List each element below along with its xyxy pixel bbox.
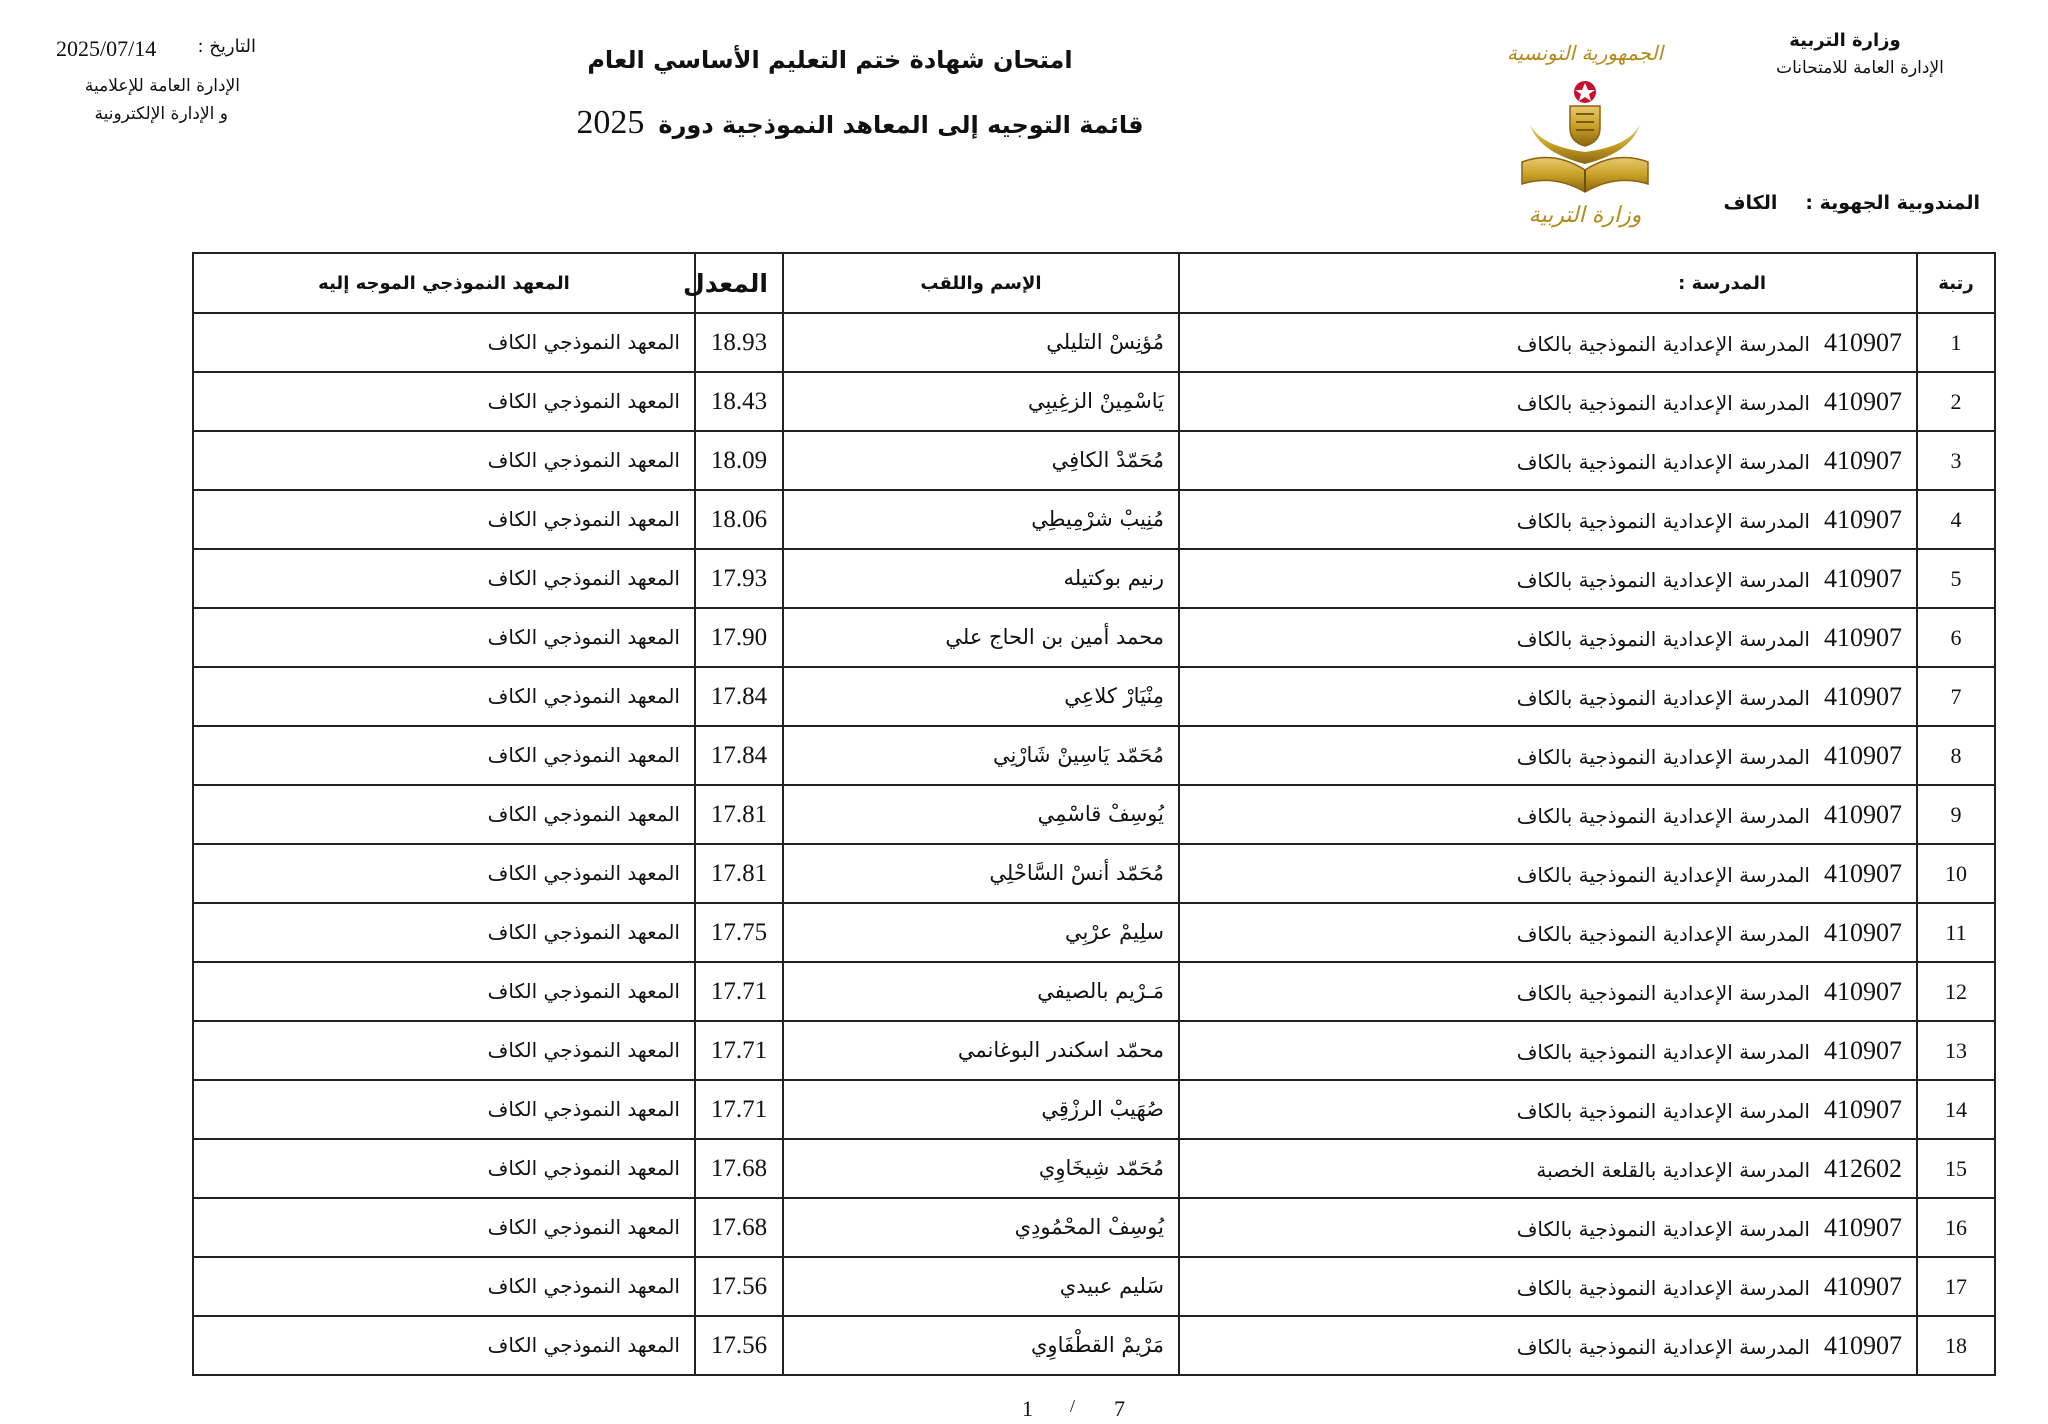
date-label: التاريخ : [197, 36, 256, 57]
school-code: 410907 [1824, 740, 1902, 770]
school-code: 410907 [1824, 445, 1902, 475]
institute-name: المعهد النموذجي الكاف [487, 684, 680, 708]
institute-cell [193, 962, 695, 1021]
exams-department: الإدارة العامة للامتحانات [1776, 58, 1944, 78]
average-cell: 17.71 [695, 1021, 783, 1080]
student-name-cell [783, 1021, 1179, 1080]
school-code: 412602 [1824, 1153, 1902, 1183]
header-rank: رتبة [1917, 253, 1995, 313]
student-name: رنيم بوكتيله [1063, 566, 1164, 590]
school-code: 410907 [1824, 976, 1902, 1006]
table-row [193, 1139, 1995, 1198]
institute-cell [193, 372, 695, 431]
school-name: المدرسة الإعدادية النموذجية بالكاف [1516, 331, 1810, 356]
student-name-cell [783, 844, 1179, 903]
table-row [193, 490, 1995, 549]
student-name: محمد أمين بن الحاج علي [945, 625, 1164, 649]
school-code: 410907 [1824, 1212, 1902, 1242]
school-cell [1179, 844, 1917, 903]
table-row [193, 726, 1995, 785]
school-cell [1179, 1139, 1917, 1198]
institute-cell [193, 608, 695, 667]
institute-cell [193, 785, 695, 844]
institute-cell [193, 313, 695, 372]
student-name: مَـرْيم بالصيفي [1037, 979, 1164, 1003]
table-row [193, 1021, 1995, 1080]
rank-cell: 11 [1917, 903, 1995, 962]
school-cell [1179, 962, 1917, 1021]
average-cell: 17.81 [695, 844, 783, 903]
average-cell: 17.56 [695, 1316, 783, 1375]
student-name-cell [783, 490, 1179, 549]
rank-cell: 3 [1917, 431, 1995, 490]
table-row [193, 549, 1995, 608]
student-name: مُؤنِسْ التليلي [1046, 330, 1164, 354]
crest-shield [1570, 106, 1600, 146]
average-cell: 18.06 [695, 490, 783, 549]
school-name: المدرسة الإعدادية النموذجية بالكاف [1516, 508, 1810, 533]
student-name-cell [783, 1080, 1179, 1139]
page-indicator [1000, 1396, 1160, 1422]
table-header-row [193, 253, 1995, 313]
school-code: 410907 [1824, 1035, 1902, 1065]
rank-cell: 17 [1917, 1257, 1995, 1316]
institute-cell [193, 490, 695, 549]
student-name: مِنْيَارْ كلاعِي [1064, 684, 1164, 708]
institute-name: المعهد النموذجي الكاف [487, 743, 680, 767]
document-date [56, 36, 256, 66]
institute-name: المعهد النموذجي الكاف [487, 1097, 680, 1121]
rank-cell: 14 [1917, 1080, 1995, 1139]
school-cell [1179, 313, 1917, 372]
institute-name: المعهد النموذجي الكاف [487, 1215, 680, 1239]
table-row [193, 313, 1995, 372]
institute-name: المعهد النموذجي الكاف [487, 389, 680, 413]
student-name: يُوسِفْ قاسْمِي [1037, 802, 1164, 826]
it-department-label: الإدارة العامة للإعلامية [84, 76, 240, 96]
student-name-cell [783, 313, 1179, 372]
average-cell: 17.84 [695, 667, 783, 726]
average-cell: 17.75 [695, 903, 783, 962]
student-name: مُحَمّد أنسْ السَّاحْلِي [989, 861, 1164, 885]
student-name: محمّد اسكندر البوغانمي [957, 1038, 1164, 1062]
student-name: مُحَمّد شِيخَاوِي [1038, 1156, 1164, 1180]
school-name: المدرسة الإعدادية النموذجية بالكاف [1516, 1216, 1810, 1241]
table-row [193, 962, 1995, 1021]
rank-cell: 18 [1917, 1316, 1995, 1375]
institute-name: المعهد النموذجي الكاف [487, 448, 680, 472]
school-cell [1179, 785, 1917, 844]
school-name: المدرسة الإعدادية النموذجية بالكاف [1516, 685, 1810, 710]
school-name: المدرسة الإعدادية النموذجية بالكاف [1516, 1039, 1810, 1064]
school-code: 410907 [1824, 386, 1902, 416]
page-separator: / [1070, 1396, 1076, 1416]
student-name: مُنِيبْ شرْمِيطِي [1031, 507, 1164, 531]
rank-cell: 4 [1917, 490, 1995, 549]
school-cell [1179, 549, 1917, 608]
institute-cell [193, 726, 695, 785]
header-institute: المعهد النموذجي الموجه إليه [193, 253, 695, 313]
session-year: 2025 [576, 104, 645, 141]
average-cell: 17.56 [695, 1257, 783, 1316]
table-row [193, 1198, 1995, 1257]
school-cell [1179, 1080, 1917, 1139]
average-cell: 17.90 [695, 608, 783, 667]
school-code: 410907 [1824, 917, 1902, 947]
school-code: 410907 [1824, 1330, 1902, 1360]
ministry-emblem [1500, 30, 1670, 230]
school-code: 410907 [1824, 327, 1902, 357]
emblem-graphic [1500, 30, 1670, 230]
student-name-cell [783, 903, 1179, 962]
institute-cell [193, 431, 695, 490]
school-cell [1179, 490, 1917, 549]
school-name: المدرسة الإعدادية النموذجية بالكاف [1516, 567, 1810, 592]
student-name-cell [783, 1316, 1179, 1375]
institute-cell [193, 1257, 695, 1316]
school-cell [1179, 431, 1917, 490]
average-cell: 17.71 [695, 1080, 783, 1139]
school-code: 410907 [1824, 858, 1902, 888]
school-cell [1179, 1316, 1917, 1375]
student-name-cell [783, 1257, 1179, 1316]
current-page: 1 [1022, 1396, 1033, 1421]
institute-name: المعهد النموذجي الكاف [487, 1274, 680, 1298]
school-code: 410907 [1824, 622, 1902, 652]
school-cell [1179, 372, 1917, 431]
table-row [193, 608, 1995, 667]
student-name-cell [783, 372, 1179, 431]
total-pages: 7 [1114, 1396, 1125, 1421]
institute-name: المعهد النموذجي الكاف [487, 1038, 680, 1062]
table-row [193, 903, 1995, 962]
school-name: المدرسة الإعدادية النموذجية بالكاف [1516, 980, 1810, 1005]
rank-cell: 6 [1917, 608, 1995, 667]
institute-cell [193, 667, 695, 726]
student-name: مُحَمّدْ الكافِي [1051, 448, 1164, 472]
rank-cell: 1 [1917, 313, 1995, 372]
student-name: مَرْيمْ القطْفَاوِي [1030, 1333, 1164, 1357]
student-name: مُحَمّد يَاسِينْ شَارْنِي [993, 743, 1164, 767]
institute-name: المعهد النموذجي الكاف [487, 330, 680, 354]
table-row [193, 844, 1995, 903]
school-name: المدرسة الإعدادية النموذجية بالكاف [1516, 803, 1810, 828]
student-name: سَليم عبيدي [1059, 1274, 1164, 1298]
student-name-cell [783, 726, 1179, 785]
average-cell: 17.81 [695, 785, 783, 844]
student-name: يُوسِفْ المحْمُودِي [1014, 1215, 1164, 1239]
header-school: المدرسة : [1179, 253, 1917, 313]
header-average: المعدل [695, 253, 783, 313]
institute-cell [193, 1198, 695, 1257]
orientation-table [192, 252, 1996, 1376]
table-row [193, 667, 1995, 726]
school-name: المدرسة الإعدادية النموذجية بالكاف [1516, 626, 1810, 651]
student-name-cell [783, 1198, 1179, 1257]
institute-cell [193, 1316, 695, 1375]
institute-cell [193, 1139, 695, 1198]
emblem-bottom-text: وزارة التربية [1528, 203, 1642, 228]
e-administration-label: و الإدارة الإلكترونية [94, 104, 228, 124]
header-name: الإسم واللقب [783, 253, 1179, 313]
school-name: المدرسة الإعدادية النموذجية بالكاف [1516, 921, 1810, 946]
table-row [193, 1257, 1995, 1316]
student-name: صُهَيبْ الرزْقِي [1041, 1097, 1164, 1121]
institute-name: المعهد النموذجي الكاف [487, 979, 680, 1003]
school-name: المدرسة الإعدادية النموذجية بالكاف [1516, 1334, 1810, 1359]
average-cell: 17.93 [695, 549, 783, 608]
region-value: الكاف [1723, 192, 1778, 214]
table-row [193, 785, 1995, 844]
institute-cell [193, 549, 695, 608]
institute-name: المعهد النموذجي الكاف [487, 507, 680, 531]
rank-cell: 10 [1917, 844, 1995, 903]
region-label: المندوبية الجهوية : [1805, 192, 1980, 214]
table-row [193, 1080, 1995, 1139]
school-code: 410907 [1824, 681, 1902, 711]
exam-title: امتحان شهادة ختم التعليم الأساسي العام [587, 46, 1073, 74]
rank-cell: 7 [1917, 667, 1995, 726]
school-name: المدرسة الإعدادية النموذجية بالكاف [1516, 862, 1810, 887]
school-code: 410907 [1824, 563, 1902, 593]
rank-cell: 8 [1917, 726, 1995, 785]
student-name-cell [783, 608, 1179, 667]
institute-cell [193, 1021, 695, 1080]
institute-name: المعهد النموذجي الكاف [487, 861, 680, 885]
institute-name: المعهد النموذجي الكاف [487, 625, 680, 649]
rank-cell: 5 [1917, 549, 1995, 608]
emblem-top-text: الجمهورية التونسية [1506, 41, 1664, 65]
average-cell: 17.84 [695, 726, 783, 785]
school-name: المدرسة الإعدادية بالقلعة الخصبة [1536, 1157, 1810, 1182]
school-name: المدرسة الإعدادية النموذجية بالكاف [1516, 449, 1810, 474]
table-row [193, 431, 1995, 490]
school-cell [1179, 1257, 1917, 1316]
school-name: المدرسة الإعدادية النموذجية بالكاف [1516, 744, 1810, 769]
ministry-name: وزارة التربية [1789, 30, 1901, 51]
institute-name: المعهد النموذجي الكاف [487, 566, 680, 590]
list-title [560, 104, 1160, 142]
institute-cell [193, 903, 695, 962]
rank-cell: 12 [1917, 962, 1995, 1021]
school-cell [1179, 1198, 1917, 1257]
rank-cell: 13 [1917, 1021, 1995, 1080]
school-code: 410907 [1824, 799, 1902, 829]
student-name-cell [783, 1139, 1179, 1198]
school-code: 410907 [1824, 504, 1902, 534]
school-cell [1179, 903, 1917, 962]
average-cell: 18.43 [695, 372, 783, 431]
date-value: 2025/07/14 [56, 36, 157, 61]
student-name-cell [783, 667, 1179, 726]
institute-name: المعهد النموذجي الكاف [487, 1333, 680, 1357]
school-code: 410907 [1824, 1271, 1902, 1301]
student-name: سلِيمْ عرْبِي [1064, 920, 1164, 944]
institute-cell [193, 844, 695, 903]
table-body [193, 313, 1995, 1375]
rank-cell: 16 [1917, 1198, 1995, 1257]
table-row [193, 1316, 1995, 1375]
average-cell: 17.68 [695, 1139, 783, 1198]
school-cell [1179, 1021, 1917, 1080]
average-cell: 17.68 [695, 1198, 783, 1257]
school-name: المدرسة الإعدادية النموذجية بالكاف [1516, 1275, 1810, 1300]
average-cell: 17.71 [695, 962, 783, 1021]
list-title-text: قائمة التوجيه إلى المعاهد النموذجية دورة [658, 111, 1144, 139]
average-cell: 18.09 [695, 431, 783, 490]
school-code: 410907 [1824, 1094, 1902, 1124]
rank-cell: 2 [1917, 372, 1995, 431]
rank-cell: 9 [1917, 785, 1995, 844]
institute-name: المعهد النموذجي الكاف [487, 920, 680, 944]
school-cell [1179, 667, 1917, 726]
average-cell: 18.93 [695, 313, 783, 372]
institute-cell [193, 1080, 695, 1139]
school-cell [1179, 608, 1917, 667]
student-name: يَاسْمِينْ الزغِيبِي [1028, 389, 1164, 413]
table-row [193, 372, 1995, 431]
student-name-cell [783, 962, 1179, 1021]
rank-cell: 15 [1917, 1139, 1995, 1198]
institute-name: المعهد النموذجي الكاف [487, 802, 680, 826]
institute-name: المعهد النموذجي الكاف [487, 1156, 680, 1180]
school-name: المدرسة الإعدادية النموذجية بالكاف [1516, 1098, 1810, 1123]
school-name: المدرسة الإعدادية النموذجية بالكاف [1516, 390, 1810, 415]
regional-office [1700, 192, 1980, 214]
student-name-cell [783, 431, 1179, 490]
student-name-cell [783, 785, 1179, 844]
school-cell [1179, 726, 1917, 785]
student-name-cell [783, 549, 1179, 608]
